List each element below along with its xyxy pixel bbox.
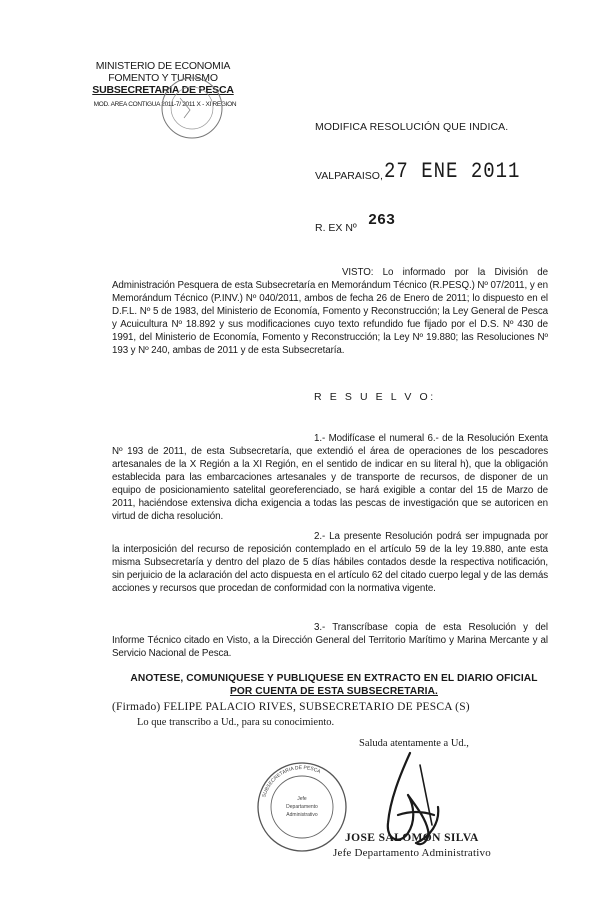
resolution-item-3: 3.- Transcríbase copia de esta Resolución y del Informe Técnico citado en Visto, a la Dirección General del Territorio Marítimo y Marina Mercante y al Servicio Nacional de Pesca. (112, 622, 548, 659)
signer-role: Jefe Departamento Administrativo (333, 847, 491, 859)
publication-notice-line-1: ANOTESE, COMUNIQUESE Y PUBLIQUESE EN EXTRACTO EN EL DIARIO OFICIAL (130, 673, 538, 684)
seal-center-line-2: Departamento (286, 804, 318, 810)
resolution-item-1: 1.- Modifícase el numeral 6.- de la Resolución Exenta Nº 193 de 2011, de esta Subsecretaría, que extendió el área de operaciones de los pescadores artesanales de la X Región a la XI Región, en el sentido de indicar en su literal h), que la obligación establecida para las embarcaciones artesanales y de transporte de recursos, de disponer de un equipo de posicionamiento satelital georeferenciado, se hará exigible a contar del 15 de Marzo de 2011, haciéndose extensiva dicha exigencia a todas las pescas de investigación que se autoricen en virtud de dicha resolución. (112, 433, 548, 522)
seal-center-line-3: Administrativo (286, 812, 318, 818)
transcription-line: Lo que transcribo a Ud., para su conocimiento. (137, 717, 335, 728)
place-label: VALPARAISO, (315, 170, 383, 182)
resolution-number-label: R. EX Nº (315, 222, 357, 234)
signer-name: JOSE SALOMON SILVA (345, 832, 479, 844)
ministry-line-1: MINISTERIO DE ECONOMIA (95, 60, 231, 72)
document-subject: MODIFICA RESOLUCIÓN QUE INDICA. (315, 121, 509, 133)
date-stamp: 27 ENE 2011 (384, 158, 521, 184)
publication-notice-line-2: POR CUENTA DE ESTA SUBSECRETARIA. (229, 686, 438, 697)
seal-outer-text: SUBSECRETARIA DE PESCA (261, 764, 322, 799)
ministry-line-2: FOMENTO Y TURISMO (108, 72, 218, 84)
resolution-item-2: 2.- La presente Resolución podrá ser impugnada por la interposición del recurso de reposición contemplado en el artículo 59 de la ley 19.880, ante esta misma Subsecretaría y dentro del plazo de 5 días hábiles contados desde la respectiva notificación, sin perjuicio de la aclaración del acto dispuesta en el artículo 62 del citado cuerpo legal y de las demás acciones y recursos que procedan de conformidad con la normativa vigente. (112, 531, 548, 594)
visto-paragraph: VISTO: Lo informado por la División de Administración Pesquera de esta Subsecretaría en Memorándum Técnico (R.PESQ.) Nº 07/2011, y en Memorándum Técnico (P.INV.) Nº 040/2011, ambos de fecha 26 de Enero de 2011; lo dispuesto en el D.F.L. Nº 5 de 1983, del Ministerio de Economía, Fomento y Reconstrucción; la Ley General de Pesca y Acuicultura Nº 18.892 y sus modificaciones cuyo texto refundido fue fijado por el D.S. Nº 430 de 1991, del Ministerio de Economía, Fomento y Reconstrucción; la Ley Nº 19.880; las Resoluciones Nº 193 y Nº 240, ambas de 2011 y de esta Subsecretaría. (112, 267, 548, 356)
ministry-line-4: MOD. AREA CONTIGUA 2011-7/ 2011 X - XI REGION (93, 101, 237, 108)
official-seal-top (150, 68, 240, 148)
department-seal (252, 757, 352, 857)
ministry-line-3: SUBSECRETARIA DE PESCA (92, 84, 234, 96)
signed-by-line: (Firmado) FELIPE PALACIO RIVES, SUBSECRETARIO DE PESCA (S) (112, 701, 470, 713)
seal-center-line-1: Jefe (297, 796, 307, 802)
closing-greeting: Saluda atentamente a Ud., (359, 738, 469, 749)
resuelvo-heading: R E S U E L V O: (314, 391, 436, 403)
resolution-number: 263 (368, 212, 396, 229)
